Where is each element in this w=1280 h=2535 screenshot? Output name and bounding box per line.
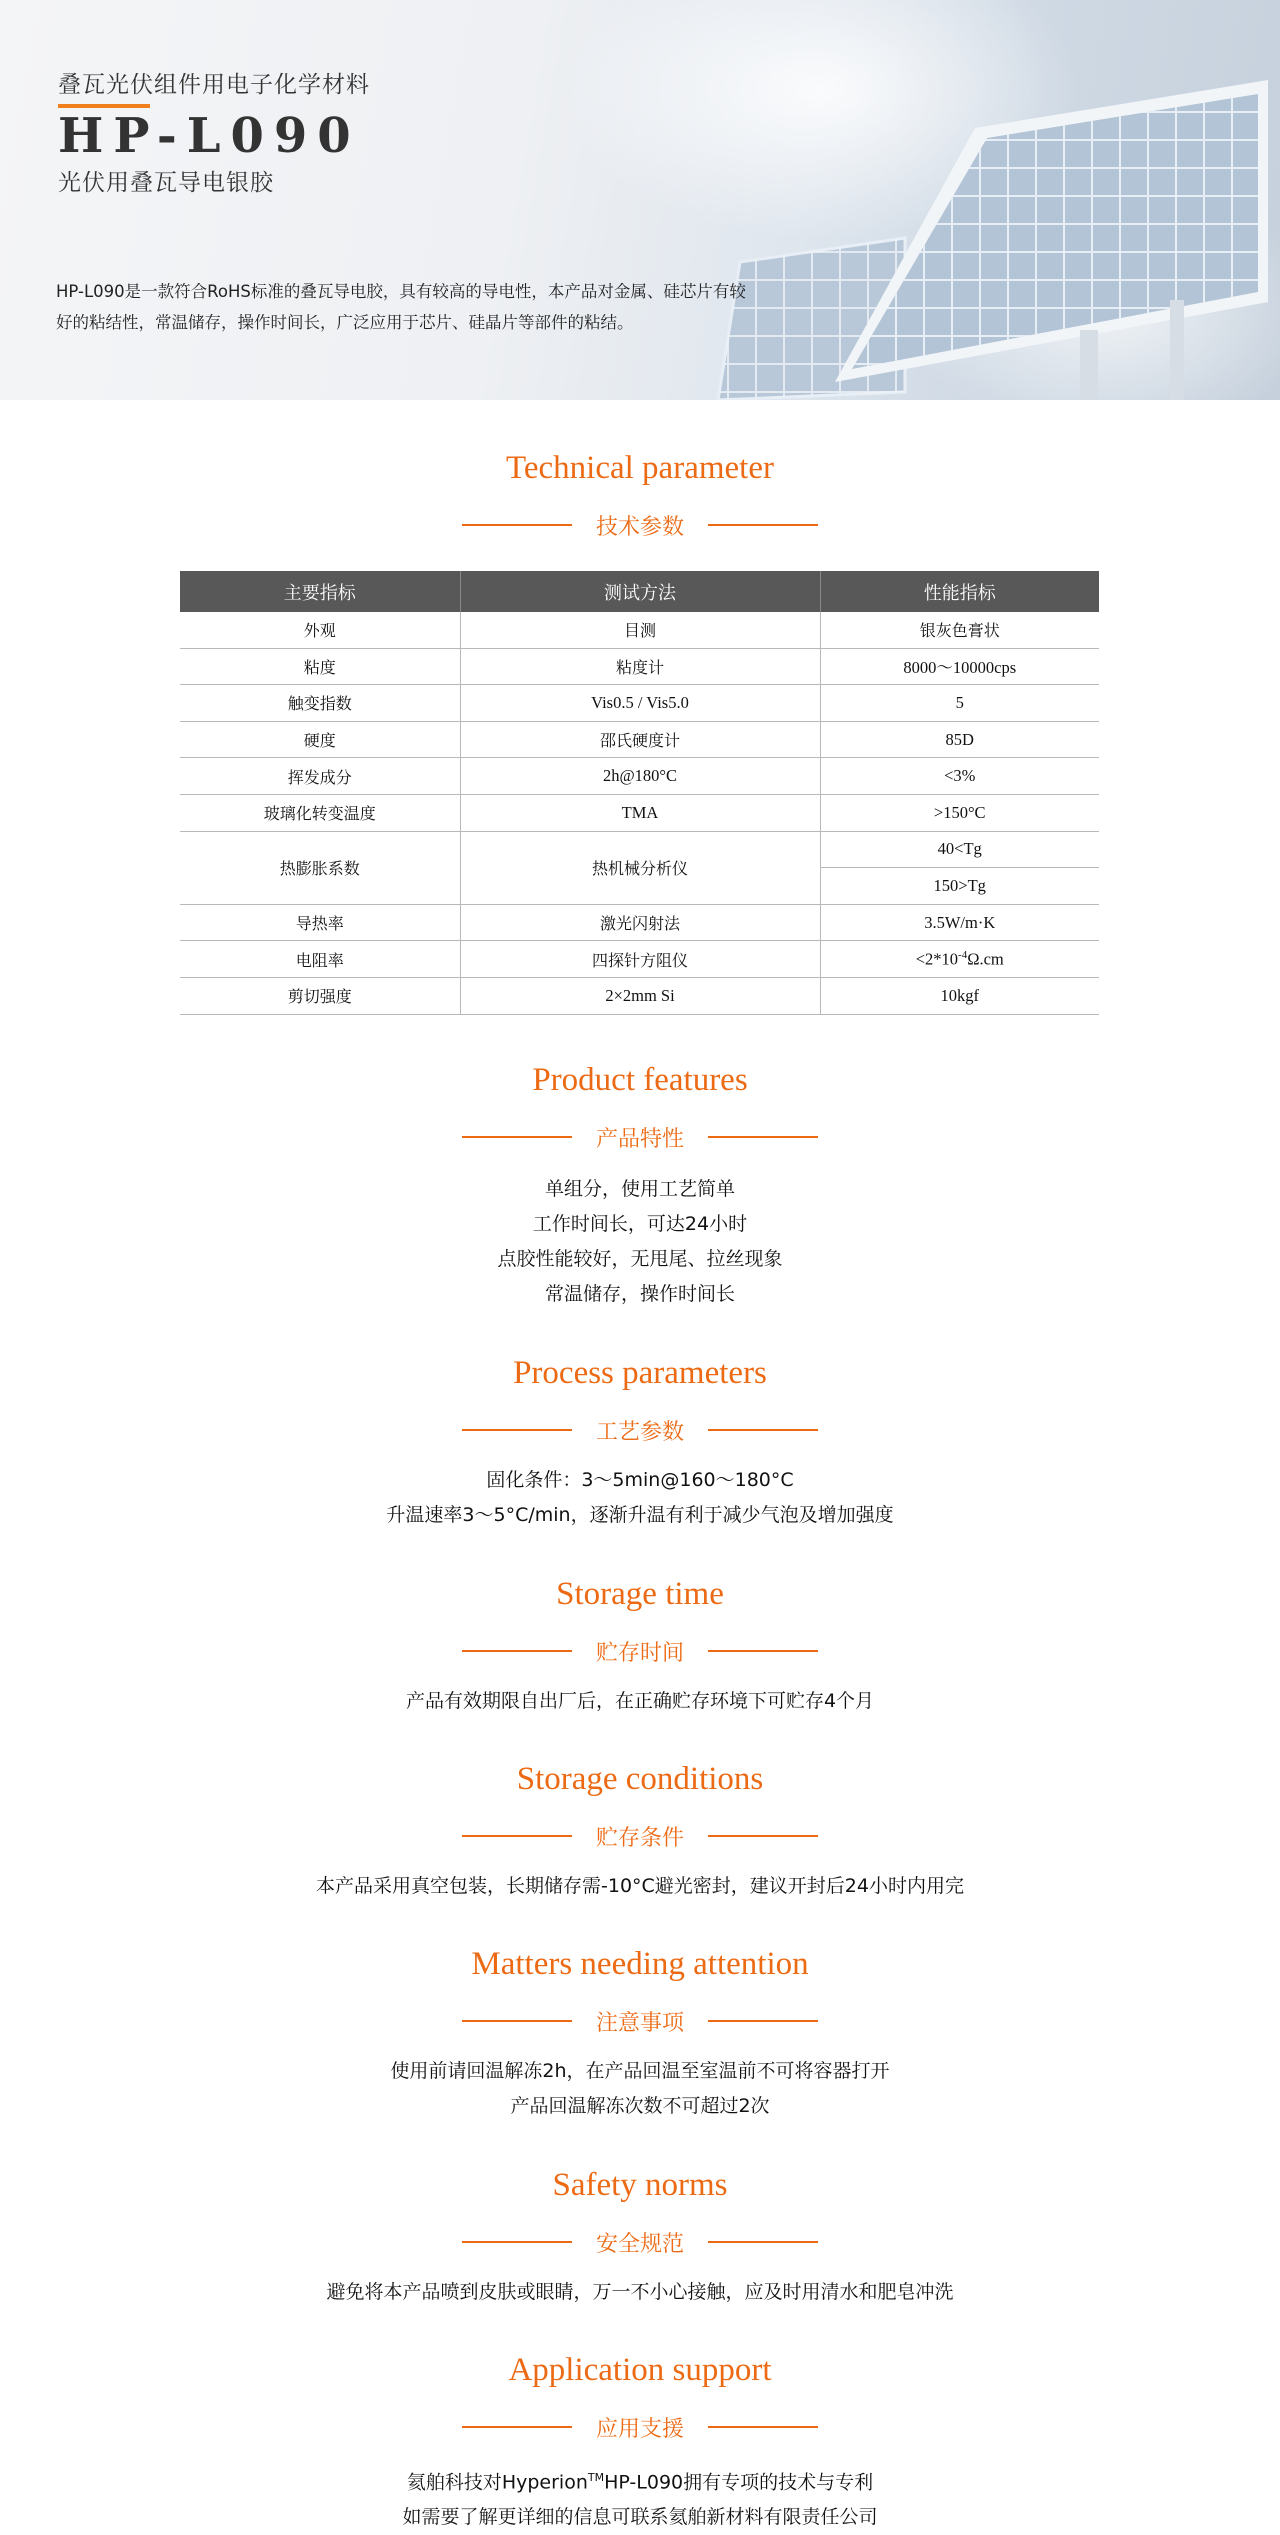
cell-item: 挥发成分 bbox=[180, 758, 460, 795]
storage-conditions-title-en: Storage conditions bbox=[516, 1761, 764, 1797]
table-row bbox=[180, 904, 1099, 941]
cell-value: 85D bbox=[820, 721, 1099, 758]
cell-value: 5 bbox=[820, 685, 1099, 722]
divider-line-right bbox=[708, 524, 818, 526]
process-title-cn: 工艺参数 bbox=[595, 1420, 684, 1445]
cell-method: 目测 bbox=[460, 612, 820, 648]
resistivity-exponent: -4 bbox=[958, 948, 968, 961]
header-item: 主要指标 bbox=[180, 571, 460, 612]
cell-item: 热膨胀系数 bbox=[180, 831, 460, 904]
storage-time-title-cn: 贮存时间 bbox=[595, 1641, 684, 1666]
storage-conditions-line: 本产品采用真空包装，长期储存需-10°C避光密封，建议开封后24小时内用完 bbox=[316, 1875, 964, 1897]
divider-line-right bbox=[708, 1650, 818, 1652]
safety-text bbox=[0, 2275, 1280, 2310]
table-row bbox=[180, 612, 1099, 648]
cell-item: 触变指数 bbox=[180, 685, 460, 722]
support-line bbox=[0, 2460, 1280, 2500]
process-title-en: Process parameters bbox=[513, 1355, 767, 1391]
storage-conditions-text bbox=[0, 1869, 1280, 1904]
header-method: 测试方法 bbox=[460, 571, 820, 612]
features-list bbox=[0, 1172, 1280, 1312]
process-text bbox=[0, 1463, 1280, 1533]
resistivity-unit: Ω.cm bbox=[967, 949, 1004, 969]
features-title-en: Product features bbox=[532, 1062, 748, 1098]
technical-title-en: Technical parameter bbox=[506, 450, 774, 486]
cell-value: 40<Tg bbox=[820, 831, 1099, 868]
cell-value bbox=[820, 941, 1099, 978]
support-line: 如需要了解更详细的信息可联系氦舶新材料有限责任公司 bbox=[402, 2506, 878, 2529]
cell-value: 银灰色膏状 bbox=[820, 612, 1099, 648]
storage-time-title-en: Storage time bbox=[556, 1576, 724, 1612]
header-value: 性能指标 bbox=[820, 571, 1099, 612]
table-row bbox=[180, 794, 1099, 831]
storage-conditions-title-cn: 贮存条件 bbox=[595, 1826, 684, 1851]
cell-value: <3% bbox=[820, 758, 1099, 795]
hero-subtitle: 叠瓦光伏组件用电子化学材料 bbox=[58, 72, 370, 98]
cell-item: 粘度 bbox=[180, 648, 460, 685]
attention-title-en: Matters needing attention bbox=[471, 1946, 809, 1982]
feature-line: 工作时间长，可达24小时 bbox=[532, 1213, 748, 1235]
cell-value: 8000～10000cps bbox=[820, 648, 1099, 685]
table-row bbox=[180, 758, 1099, 795]
cell-method: 粘度计 bbox=[460, 648, 820, 685]
cell-method: 四探针方阻仪 bbox=[460, 941, 820, 978]
spec-table bbox=[180, 571, 1099, 1015]
features-title-cn: 产品特性 bbox=[595, 1127, 684, 1152]
support-title-en: Application support bbox=[508, 2352, 772, 2388]
cell-method: 热机械分析仪 bbox=[460, 831, 820, 904]
feature-line: 常温储存，操作时间长 bbox=[544, 1283, 735, 1305]
safety-title-cn: 安全规范 bbox=[595, 2232, 684, 2257]
feature-line: 单组分，使用工艺简单 bbox=[544, 1178, 735, 1200]
cell-value: 10kgf bbox=[820, 977, 1099, 1014]
cell-method: 2×2mm Si bbox=[460, 977, 820, 1014]
table-header-row bbox=[180, 571, 1099, 612]
process-line: 升温速率3～5°C/min，逐渐升温有利于减少气泡及增加强度 bbox=[386, 1504, 894, 1526]
technical-title-cn: 技术参数 bbox=[595, 515, 684, 540]
cell-method: 激光闪射法 bbox=[460, 904, 820, 941]
cell-item: 硬度 bbox=[180, 721, 460, 758]
support-title-cn: 应用支援 bbox=[595, 2417, 684, 2442]
table-row bbox=[180, 685, 1099, 722]
divider-line-right bbox=[708, 1835, 818, 1837]
cell-value: 3.5W/m·K bbox=[820, 904, 1099, 941]
cell-item: 外观 bbox=[180, 612, 460, 648]
cell-method: 2h@180°C bbox=[460, 758, 820, 795]
cell-value: >150°C bbox=[820, 794, 1099, 831]
resistivity-prefix: <2*10 bbox=[915, 949, 959, 969]
cell-method: Vis0.5 / Vis5.0 bbox=[460, 685, 820, 722]
trademark-mark: TM bbox=[587, 2471, 605, 2484]
cell-method: TMA bbox=[460, 794, 820, 831]
process-line: 固化条件：3～5min@160～180°C bbox=[486, 1469, 794, 1491]
attention-title-cn: 注意事项 bbox=[595, 2011, 684, 2036]
feature-line: 点胶性能较好，无甩尾、拉丝现象 bbox=[497, 1248, 783, 1270]
attention-line: 使用前请回温解冻2h，在产品回温至室温前不可将容器打开 bbox=[390, 2060, 890, 2082]
product-name: 光伏用叠瓦导电银胶 bbox=[58, 170, 274, 196]
cell-item: 电阻率 bbox=[180, 941, 460, 978]
table-row bbox=[180, 941, 1099, 978]
table-row bbox=[180, 721, 1099, 758]
product-model: HP-L090 bbox=[58, 108, 361, 164]
table-row bbox=[180, 977, 1099, 1014]
hero-banner bbox=[0, 0, 1280, 400]
table-row bbox=[180, 648, 1099, 685]
cell-method: 邵氏硬度计 bbox=[460, 721, 820, 758]
support-line-suffix: HP-L090拥有专项的技术与专利 bbox=[604, 2471, 874, 2494]
storage-time-line: 产品有效期限自出厂后，在正确贮存环境下可贮存4个月 bbox=[405, 1690, 875, 1712]
product-description: HP-L090是一款符合RoHS标准的叠瓦导电胶，具有较高的导电性，本产品对金属、硅芯片有较好的粘结性，常温储存，操作时间长，广泛应用于芯片、硅晶片等部件的粘结。 bbox=[56, 282, 746, 332]
attention-line: 产品回温解冻次数不可超过2次 bbox=[510, 2095, 770, 2117]
support-line-prefix: 氦舶科技对Hyperion bbox=[406, 2471, 588, 2494]
cell-value: 150>Tg bbox=[820, 868, 1099, 905]
attention-text bbox=[0, 2054, 1280, 2124]
divider-line-right bbox=[708, 1136, 818, 1138]
divider-line-right bbox=[708, 2426, 818, 2428]
solar-panel-illustration bbox=[0, 0, 1280, 400]
cell-item: 导热率 bbox=[180, 904, 460, 941]
divider-line-right bbox=[708, 1429, 818, 1431]
safety-line: 避免将本产品喷到皮肤或眼睛，万一不小心接触，应及时用清水和肥皂冲洗 bbox=[326, 2281, 954, 2303]
divider-line-right bbox=[708, 2020, 818, 2022]
cell-item: 剪切强度 bbox=[180, 977, 460, 1014]
divider-line-right bbox=[708, 2241, 818, 2243]
cell-item: 玻璃化转变温度 bbox=[180, 794, 460, 831]
table-row bbox=[180, 831, 1099, 868]
storage-time-text bbox=[0, 1684, 1280, 1719]
safety-title-en: Safety norms bbox=[552, 2167, 728, 2203]
